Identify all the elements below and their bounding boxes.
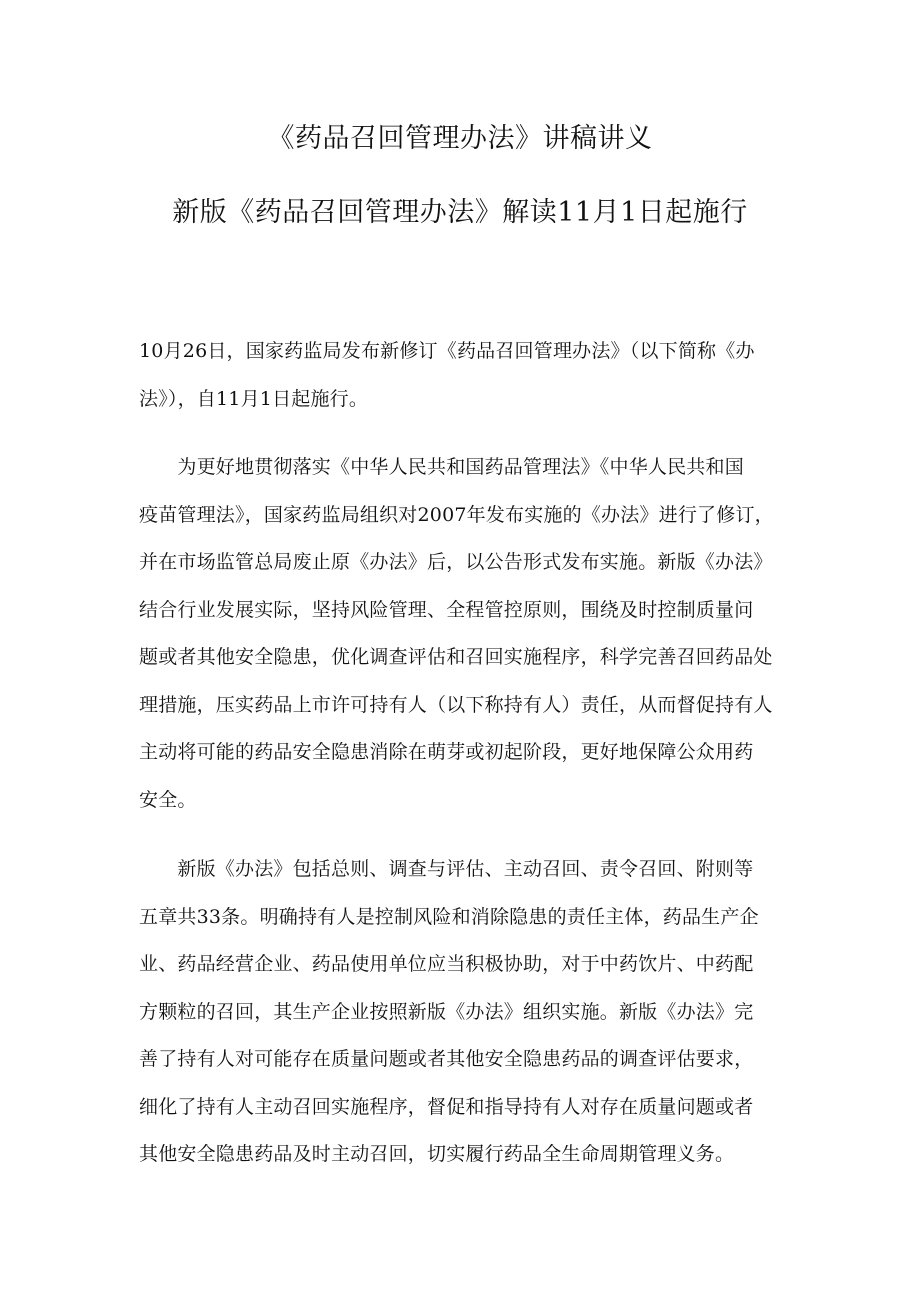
document-title: 《药品召回管理办法》讲稿讲义 [267,123,653,154]
paragraph-line: 五章共33条。明确持有人是控制风险和消除隐患的责任主体，药品生产企 [139,905,759,928]
paragraph-background [139,444,789,824]
paragraph-line: 主动将可能的药品安全隐患消除在萌芽或初起阶段，更好地保障公众用药 [139,741,754,763]
paragraph-line: 法》），自11月1日起施行。 [139,387,369,410]
paragraph-line: 其他安全隐患药品及时主动召回，切实履行药品全生命周期管理义务。 [139,1143,735,1165]
paragraph-intro [139,328,789,423]
document-subtitle: 新版《药品召回管理办法》解读11月1日起施行 [172,197,748,228]
paragraph-line: 业、药品经营企业、药品使用单位应当积极协助，对于中药饮片、中药配 [139,953,754,975]
paragraph-structure [139,846,789,1179]
paragraph-line: 并在市场监管总局废止原《办法》后，以公告形式发布实施。新版《办法》 [139,551,773,573]
paragraph-line: 新版《办法》包括总则、调查与评估、主动召回、责令召回、附则等 [139,858,754,880]
paragraph-line: 方颗粒的召回，其生产企业按照新版《办法》组织实施。新版《办法》完 [139,1000,754,1023]
paragraph-line: 安全。 [139,788,197,811]
paragraph-line: 结合行业发展实际，坚持风险管理、全程管控原则，围绕及时控制质量问 [139,598,754,621]
paragraph-line: 10月26日，国家药监局发布新修订《药品召回管理办法》（以下简称《办 [139,340,755,362]
paragraph-line: 为更好地贯彻落实《中华人民共和国药品管理法》《中华人民共和国 [139,456,744,478]
paragraph-line: 细化了持有人主动召回实施程序，督促和指导持有人对存在质量问题或者 [139,1095,754,1118]
paragraph-line: 题或者其他安全隐患，优化调查评估和召回实施程序，科学完善召回药品处 [139,646,773,668]
paragraph-line: 善了持有人对可能存在质量问题或者其他安全隐患药品的调查评估要求， [139,1048,754,1070]
paragraph-line: 疫苗管理法》，国家药监局组织对2007年发布实施的《办法》进行了修订， [139,503,774,526]
paragraph-line: 理措施，压实药品上市许可持有人（以下称持有人）责任，从而督促持有人 [139,693,773,716]
